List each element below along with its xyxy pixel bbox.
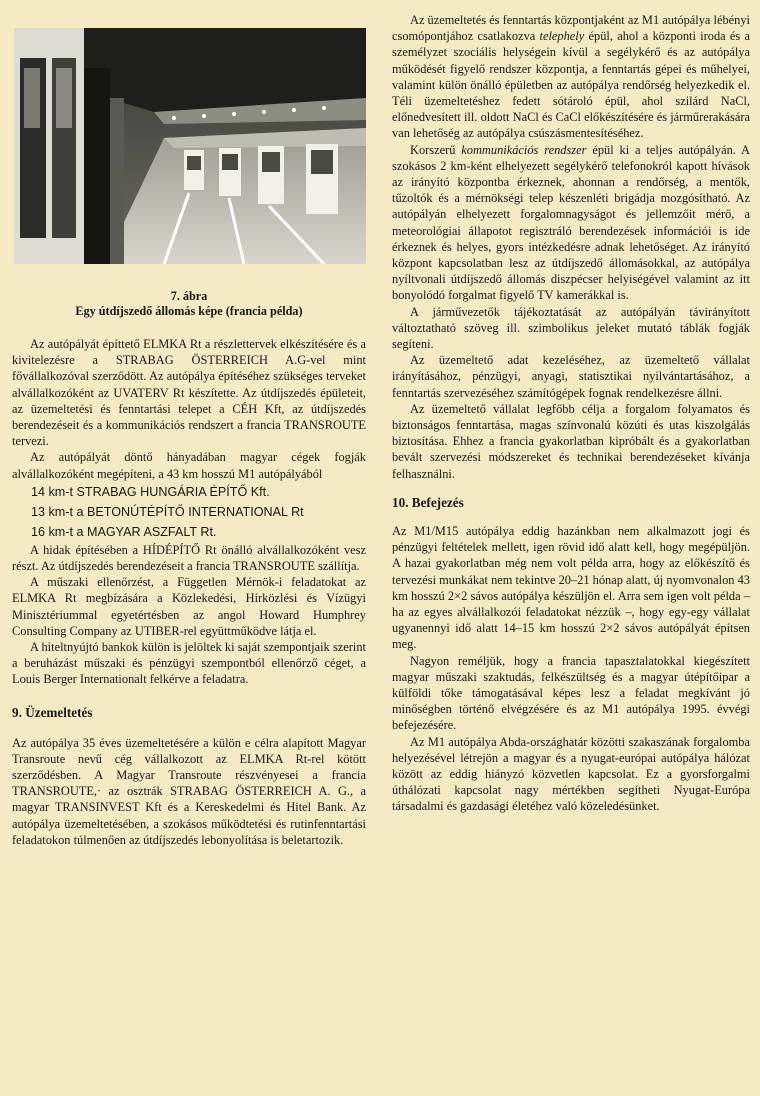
section-heading: 10. Befejezés xyxy=(392,494,464,510)
paragraph xyxy=(392,142,750,304)
paragraph: Az M1 autópálya Abda-országhatár közötti szakaszának forgalomba helyezésével létrejön a magyar és a nyugat-európai autópálya hálózat között az eddig hiányzó közvetlen kapcsolat. Ez a gyorsforgalmi úthálózati kapcsolat nagy mértékben segítheti Nyugat-Európa társadalmi és gazdasági életéhez való közeledésünket. xyxy=(392,734,750,814)
figure-title: Egy útdíjszedő állomás képe (francia példa) xyxy=(75,304,303,318)
paragraph: A hidak építésében a HÍDÉPÍTŐ Rt önálló alvállalkozóként vesz részt. Az útdíjszedés berendezéseit a francia TRANSROUTE szállítja. xyxy=(12,542,366,574)
section-heading: 9. Üzemeltetés xyxy=(12,704,93,720)
paragraph: A hiteltnyújtó bankok külön is jelöltek ki saját szempontjaik szerint a beruházást műszaki és pénzügyi szempontból ellenőrző céget, a Louis Berger Internationalt felkérve a feladatra. xyxy=(12,640,366,687)
figure-caption xyxy=(12,289,366,319)
list-item: 13 km-t a BETONÚTÉPÍTŐ INTERNATIONAL Rt xyxy=(31,504,304,519)
paragraph xyxy=(392,12,750,142)
paragraph: Az M1/M15 autópálya eddig hazánkban nem alkalmazott jogi és pénzügyi feltételek mellett, igen rövid idő alatt kell, hogy megépüljön. A hazai gyakorlatban még nem volt példa arra, hogy az előkészítő és tervezési munkákat nem tekintve 20–21 hónap alatt, új nyomvonalon 43 km hosszú 2×2 sávos autópálya készüljön el. Arra sem igen volt példa – ha az egyes alvállalkozói feladatokat nézzük –, hogy egy-egy vállalat ugyanennyi idő alatt 14–15 km hosszú 2×2 sávos autópályát építsen meg. xyxy=(392,523,750,652)
paragraph: Nagyon reméljük, hogy a francia tapasztalatokkal kiegészített magyar műszaki szaktudás, felkészültség és a magyar útépítőipar a külföldi tőke támogatásával képes lesz a feladat megkívánt jó minőségben történő elvégzésére és az M1 autópálya 1995. évvégi befejezésére. xyxy=(392,653,750,733)
paragraph: A járművezetők tájékoztatását az autópályán távirányított változtatható szöveg ill. szimbolikus jeleket mutató táblák fogják segíteni. xyxy=(392,304,750,352)
list-item: 16 km-t a MAGYAR ASZFALT Rt. xyxy=(31,524,217,539)
text-run: épül, ahol a központi iroda és a személyzet szociális helységein kívül a segélykérő és az autópálya működését figyelő rendszer központja, a fenntartás gépei és műhelyei, valamint külön önálló épületben az autópálya rendőrség helyezkedik el. Téli üzemeltetéshez fedett sótároló épül, ahol szilárd NaCl, előnedvesített ill. oldott NaCl és CaCl előkészítésére és járműrerakására van lehetőség az autópálya csúszásmentesítéséhez. xyxy=(392,29,750,141)
paragraph: Az autópályát döntő hányadában magyar cégek fogják alvállalkozóként megépíteni, a 43 km hosszú M1 autópályából xyxy=(12,450,366,481)
figure-number: 7. ábra xyxy=(170,289,208,303)
text-run: Az üzemeltetés és fenntartás központjaként az M1 autópálya lébényi csomópontjához csatlakozva xyxy=(392,13,750,44)
paragraph: A műszaki ellenőrzést, a Független Mérnök-i feladatokat az ELMKA Rt megbízására a Közlekedési, Hírközlési és Vízügyi Minisztériummal egyetértésben az angol Howard Humphrey Consulting Company az UTIBER-rel együttműködve látja el. xyxy=(12,575,366,638)
emphasis: telephely xyxy=(539,29,585,44)
paragraph: Az üzemeltető vállalat legfőbb célja a forgalom folyamatos és biztonságos fenntartása, magas színvonalú közúti és utas kiszolgálás biztosítása. Ehhez a francia gyakorlatban kipróbált és a gyakorlatban bevált szervezési módszereket és technikai berendezéseket kívánja felhasználni. xyxy=(392,401,750,481)
emphasis: kommunikációs rendszer xyxy=(461,142,587,157)
paragraph: Az autópálya 35 éves üzemeltetésére a külön e célra alapított Magyar Transroute nevű cég vállalkozott az ELMKA Rt-rel kötött szerződésben. A Magyar Transroute részvényesei a francia TRANSROUTE,· az osztrák STRABAG ÖSTERREICH A. G., a magyar TRANSINVEST Kft és a Kereskedelmi és Hitel Bank. Az autópálya üzemeltetésében, a szokásos működtetési és rutinfenntartási feladatokon túlmenően az útdíjszedés lebonyolítása is beletartozik. xyxy=(12,735,366,847)
right-column xyxy=(392,12,750,815)
left-column xyxy=(12,336,366,848)
text-run: Korszerű xyxy=(410,142,462,157)
list-item: 14 km-t STRABAG HUNGÁRIA ÉPÍTŐ Kft. xyxy=(31,484,270,499)
paragraph: Az autópályát építtető ELMKA Rt a részlettervek elkészítésére és a kivitelezésre a STRABAG ÖSTERREICH A.G-vel mint fővállalkozóval szerződött. Az autópálya építéséhez szükséges terveket alvállalkozóként az UVATERV Rt készítette. Az útdíjszedés épületeit, az üzemeltetési és fenntartási telepet a CÉH Kft, az útdíjszedés berendezéseit és a kommunikációs rendszert a francia TRANSROUTE tervezi. xyxy=(12,337,366,449)
text-run: épül ki a teljes autópályán. A szokásos 2 km-ként elhelyezett segélykérő telefonokról kapott hívások az irányító központba érkeznek, ahonnan a rendőrség, a mentők, tűzoltók és a mérnökségi telep készenléti brigádja mozgósítható. Az autópályán elhelyezett forgalomnagyságot és jellemzőit mérő, a meteorológiai állapotot regisztráló berendezések információi is ide érkeznek és helyes, gyors intézkedésre adnak lehetőséget. Az irányító központ kapcsolatban lesz az útdíjszedő állomásokkal, az autópálya nyíltvonali útdíjszedő állomás diszpécser helyiségével valamint az itt bonyolódó forgalmat figyelő TV kamerákkal is. xyxy=(392,142,750,303)
toll-station-photo xyxy=(14,28,366,264)
paragraph: Az üzemeltető adat kezeléséhez, az üzemeltető vállalat irányításához, pénzügyi, anyagi, statisztikai nyilvántartásához, a fenntartás szervezéséhez számítógépek fognak rendelkezésre állni. xyxy=(392,353,750,400)
